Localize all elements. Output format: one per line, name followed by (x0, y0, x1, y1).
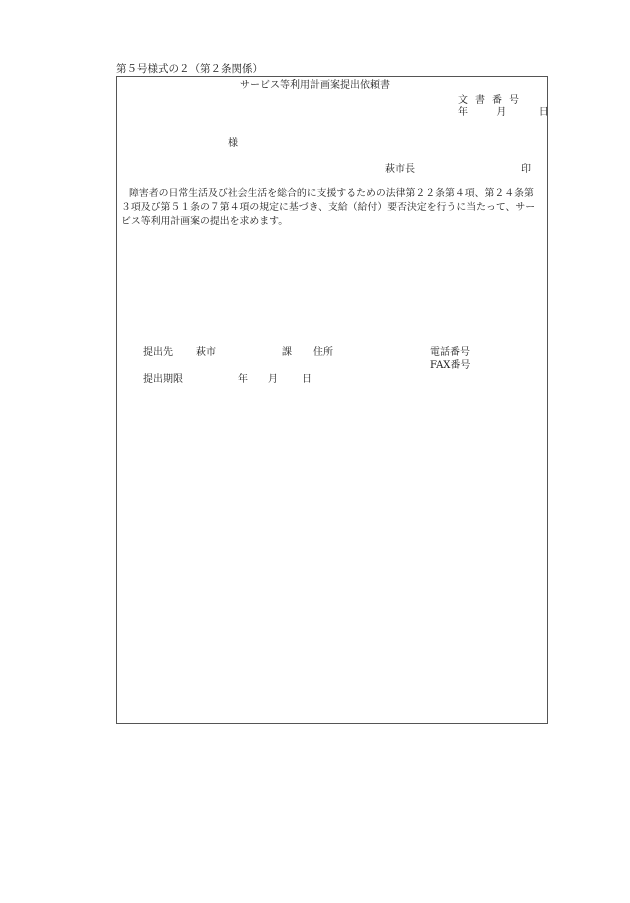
request-body-text: 障害者の日常生活及び社会生活を総合的に支援するための法律第２２条第４項、第２４条第３項及び第５１条の７第４項の規定に基づき、支給（給付）要否決定を行うに当たって、サービス等利用計画案の提出を求めます。 (121, 188, 536, 227)
phone-label: 電話番号 (430, 347, 470, 358)
document-title: サービス等利用計画案提出依頼書 (240, 80, 390, 91)
fax-label: FAX番号 (430, 360, 471, 371)
issue-date (458, 106, 549, 119)
submission-section: 課 (282, 347, 292, 358)
date-year: 年 (458, 107, 468, 118)
submission-dest-label: 提出先 (143, 347, 173, 358)
document-number-label: 文書番号 (458, 95, 526, 106)
deadline-month: 月 (268, 374, 278, 385)
seal-mark: 印 (521, 164, 531, 175)
form-frame (116, 76, 548, 724)
deadline-day: 日 (302, 374, 312, 385)
date-month: 月 (496, 107, 507, 118)
submission-address-label: 住所 (313, 347, 333, 358)
deadline-label: 提出期限 (143, 374, 183, 385)
form-label: 第５号様式の２（第２条関係） (116, 63, 263, 75)
deadline-year: 年 (238, 374, 248, 385)
sender-name: 萩市長 (385, 164, 415, 175)
submission-city: 萩市 (196, 347, 216, 358)
addressee-suffix: 様 (228, 138, 238, 149)
date-day: 日 (538, 107, 549, 118)
